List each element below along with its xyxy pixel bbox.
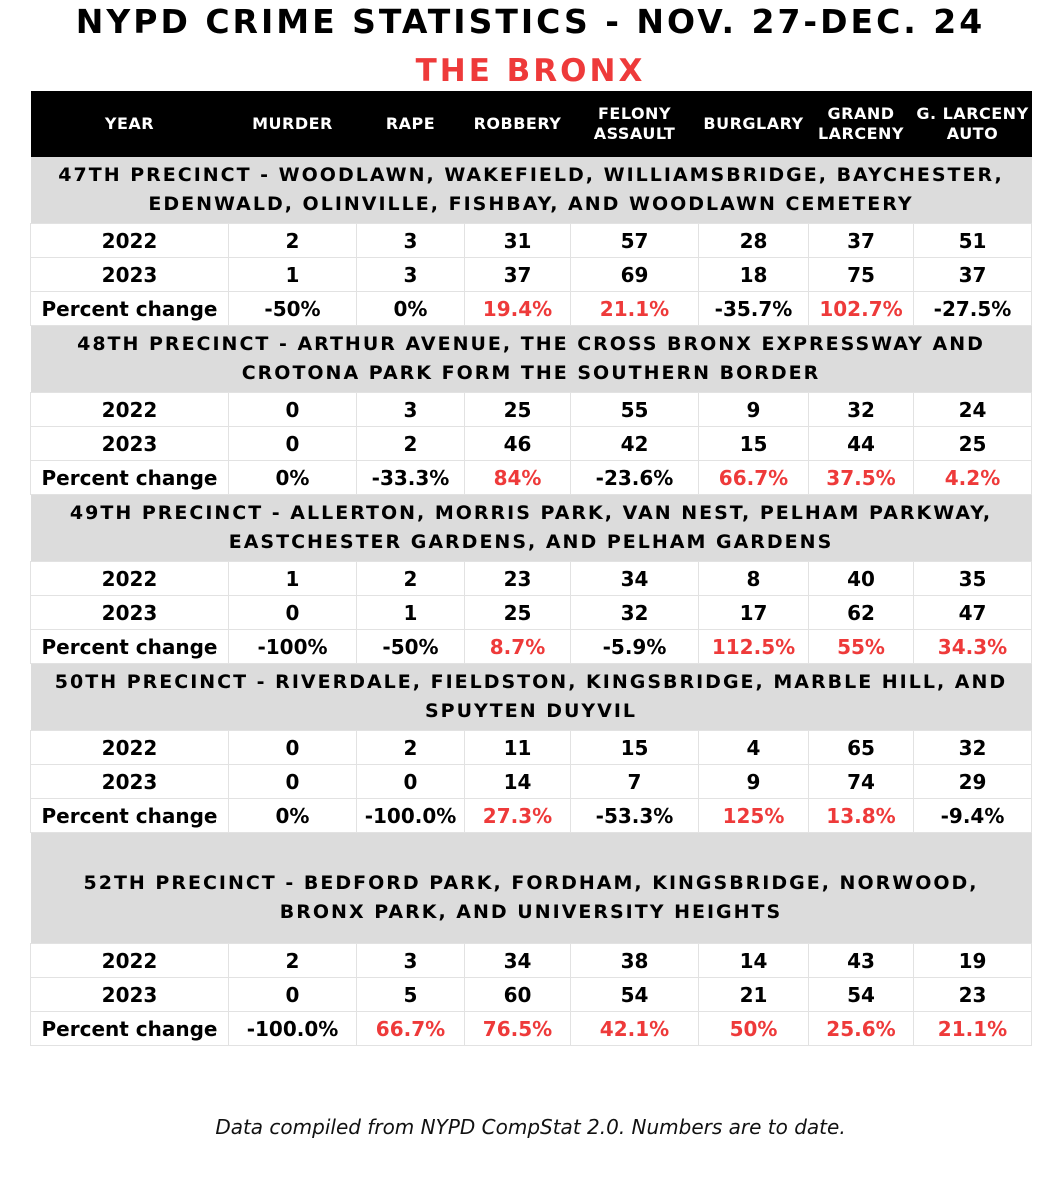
table-cell: 23 <box>465 562 571 596</box>
table-cell: 38 <box>571 944 699 978</box>
table-cell: 9 <box>699 765 809 799</box>
table-cell: 84% <box>465 461 571 495</box>
table-cell: 23 <box>914 978 1032 1012</box>
row-label: 2023 <box>31 427 229 461</box>
table-cell: 0 <box>229 978 357 1012</box>
col-header-rape: RAPE <box>357 91 465 157</box>
table-cell: -50% <box>357 630 465 664</box>
table-cell: -100% <box>229 630 357 664</box>
precinct-name: 50TH PRECINCT - RIVERDALE, FIELDSTON, KINGSBRIDGE, MARBLE HILL, AND SPUYTEN DUYVIL <box>31 664 1032 731</box>
row-label: Percent change <box>31 461 229 495</box>
table-row <box>31 731 1032 765</box>
table-cell: 15 <box>699 427 809 461</box>
table-cell: 37 <box>465 258 571 292</box>
table-cell: 46 <box>465 427 571 461</box>
table-cell: 8.7% <box>465 630 571 664</box>
table-cell: -35.7% <box>699 292 809 326</box>
table-cell: 2 <box>357 562 465 596</box>
table-cell: -100.0% <box>357 799 465 833</box>
table-row <box>31 292 1032 326</box>
row-label: 2023 <box>31 765 229 799</box>
table-cell: -50% <box>229 292 357 326</box>
row-label: Percent change <box>31 799 229 833</box>
table-cell: 31 <box>465 224 571 258</box>
table-cell: 3 <box>357 258 465 292</box>
table-cell: 7 <box>571 765 699 799</box>
precinct-header-row <box>31 326 1032 393</box>
crime-stats-table <box>30 91 1032 1046</box>
header-row <box>31 91 1032 157</box>
table-cell: 40 <box>809 562 914 596</box>
table-cell: 1 <box>357 596 465 630</box>
table-row <box>31 258 1032 292</box>
table-cell: 9 <box>699 393 809 427</box>
col-header-burglary: BURGLARY <box>699 91 809 157</box>
table-cell: 21.1% <box>914 1012 1032 1046</box>
table-cell: 66.7% <box>699 461 809 495</box>
table-cell: 8 <box>699 562 809 596</box>
table-cell: 34 <box>571 562 699 596</box>
table-cell: 17 <box>699 596 809 630</box>
row-label: 2023 <box>31 978 229 1012</box>
precinct-name: 49TH PRECINCT - ALLERTON, MORRIS PARK, VAN NEST, PELHAM PARKWAY, EASTCHESTER GARDENS, AND PELHAM GARDENS <box>31 495 1032 562</box>
table-cell: 55% <box>809 630 914 664</box>
precinct-header-row <box>31 833 1032 944</box>
table-cell: 35 <box>914 562 1032 596</box>
table-row <box>31 427 1032 461</box>
table-cell: 0 <box>229 427 357 461</box>
table-cell: 32 <box>914 731 1032 765</box>
table-row <box>31 461 1032 495</box>
row-label: 2022 <box>31 393 229 427</box>
table-cell: 25 <box>465 393 571 427</box>
table-cell: 2 <box>357 731 465 765</box>
table-cell: 3 <box>357 393 465 427</box>
row-label: 2023 <box>31 258 229 292</box>
table-cell: 42.1% <box>571 1012 699 1046</box>
table-cell: 0 <box>229 731 357 765</box>
table-cell: 75 <box>809 258 914 292</box>
table-cell: 25.6% <box>809 1012 914 1046</box>
table-row <box>31 1012 1032 1046</box>
table-cell: 34.3% <box>914 630 1032 664</box>
table-cell: 0 <box>229 596 357 630</box>
table-cell: 54 <box>571 978 699 1012</box>
table-cell: -27.5% <box>914 292 1032 326</box>
table-cell: 0 <box>229 393 357 427</box>
table-cell: 54 <box>809 978 914 1012</box>
table-cell: 0% <box>229 461 357 495</box>
table-cell: 102.7% <box>809 292 914 326</box>
table-cell: 0 <box>229 765 357 799</box>
table-cell: 57 <box>571 224 699 258</box>
table-row <box>31 765 1032 799</box>
table-cell: -100.0% <box>229 1012 357 1046</box>
table-cell: 13.8% <box>809 799 914 833</box>
row-label: Percent change <box>31 630 229 664</box>
table-cell: 44 <box>809 427 914 461</box>
table-cell: -5.9% <box>571 630 699 664</box>
table-cell: 1 <box>229 258 357 292</box>
table-cell: 43 <box>809 944 914 978</box>
table-cell: 2 <box>229 944 357 978</box>
col-header-robbery: ROBBERY <box>465 91 571 157</box>
table-cell: 0% <box>357 292 465 326</box>
row-label: 2022 <box>31 731 229 765</box>
precinct-header-row <box>31 495 1032 562</box>
table-row <box>31 562 1032 596</box>
table-cell: -9.4% <box>914 799 1032 833</box>
table-row <box>31 393 1032 427</box>
row-label: Percent change <box>31 1012 229 1046</box>
table-cell: 14 <box>465 765 571 799</box>
table-cell: 50% <box>699 1012 809 1046</box>
footnote: Data compiled from NYPD CompStat 2.0. Numbers are to date. <box>215 1115 846 1139</box>
table-cell: 66.7% <box>357 1012 465 1046</box>
table-row <box>31 630 1032 664</box>
row-label: Percent change <box>31 292 229 326</box>
col-header-murder: MURDER <box>229 91 357 157</box>
table-cell: 3 <box>357 944 465 978</box>
table-cell: 69 <box>571 258 699 292</box>
table-cell: 5 <box>357 978 465 1012</box>
table-cell: 19 <box>914 944 1032 978</box>
precinct-name: 48TH PRECINCT - ARTHUR AVENUE, THE CROSS BRONX EXPRESSWAY AND CROTONA PARK FORM THE SOUTHERN BORDER <box>31 326 1032 393</box>
row-label: 2022 <box>31 562 229 596</box>
table-cell: 62 <box>809 596 914 630</box>
table-cell: 3 <box>357 224 465 258</box>
table-cell: 60 <box>465 978 571 1012</box>
table-cell: 15 <box>571 731 699 765</box>
row-label: 2023 <box>31 596 229 630</box>
table-cell: 1 <box>229 562 357 596</box>
precinct-header-row <box>31 664 1032 731</box>
table-cell: 19.4% <box>465 292 571 326</box>
table-cell: 25 <box>465 596 571 630</box>
table-cell: 2 <box>229 224 357 258</box>
table-cell: 0% <box>229 799 357 833</box>
col-header-g-larceny-auto: G. LARCENY AUTO <box>914 91 1032 157</box>
page-title: NYPD CRIME STATISTICS - NOV. 27-DEC. 24 <box>75 2 986 41</box>
table-row <box>31 944 1032 978</box>
table-cell: 37 <box>809 224 914 258</box>
table-cell: 21.1% <box>571 292 699 326</box>
row-label: 2022 <box>31 944 229 978</box>
table-row <box>31 224 1032 258</box>
table-cell: 34 <box>465 944 571 978</box>
table-cell: 24 <box>914 393 1032 427</box>
table-cell: 2 <box>357 427 465 461</box>
table-cell: 4.2% <box>914 461 1032 495</box>
precinct-header-row <box>31 157 1032 224</box>
col-header-felony-assault: FELONY ASSAULT <box>571 91 699 157</box>
table-cell: 55 <box>571 393 699 427</box>
table-cell: -23.6% <box>571 461 699 495</box>
table-cell: 32 <box>571 596 699 630</box>
table-cell: 47 <box>914 596 1032 630</box>
table-row <box>31 799 1032 833</box>
table-row <box>31 978 1032 1012</box>
precinct-name: 47TH PRECINCT - WOODLAWN, WAKEFIELD, WILLIAMSBRIDGE, BAYCHESTER, EDENWALD, OLINVILLE, FISHBAY, AND WOODLAWN CEMETERY <box>31 157 1032 224</box>
table-cell: -53.3% <box>571 799 699 833</box>
table-cell: 37 <box>914 258 1032 292</box>
table-cell: 74 <box>809 765 914 799</box>
table-cell: 21 <box>699 978 809 1012</box>
table-cell: 76.5% <box>465 1012 571 1046</box>
table-cell: 29 <box>914 765 1032 799</box>
table-cell: 28 <box>699 224 809 258</box>
table-cell: 65 <box>809 731 914 765</box>
table-cell: -33.3% <box>357 461 465 495</box>
table-cell: 4 <box>699 731 809 765</box>
table-cell: 11 <box>465 731 571 765</box>
table-row <box>31 596 1032 630</box>
table-cell: 25 <box>914 427 1032 461</box>
table-cell: 18 <box>699 258 809 292</box>
table-cell: 125% <box>699 799 809 833</box>
table-cell: 42 <box>571 427 699 461</box>
table-body <box>31 157 1032 1046</box>
table-cell: 37.5% <box>809 461 914 495</box>
col-header-year: YEAR <box>31 91 229 157</box>
table-cell: 51 <box>914 224 1032 258</box>
table-cell: 32 <box>809 393 914 427</box>
row-label: 2022 <box>31 224 229 258</box>
table-cell: 27.3% <box>465 799 571 833</box>
table-cell: 112.5% <box>699 630 809 664</box>
table-cell: 14 <box>699 944 809 978</box>
page-subtitle: THE BRONX <box>415 53 646 89</box>
table-cell: 0 <box>357 765 465 799</box>
precinct-name: 52TH PRECINCT - BEDFORD PARK, FORDHAM, KINGSBRIDGE, NORWOOD, BRONX PARK, AND UNIVERSITY HEIGHTS <box>31 833 1032 944</box>
col-header-grand-larceny: GRAND LARCENY <box>809 91 914 157</box>
